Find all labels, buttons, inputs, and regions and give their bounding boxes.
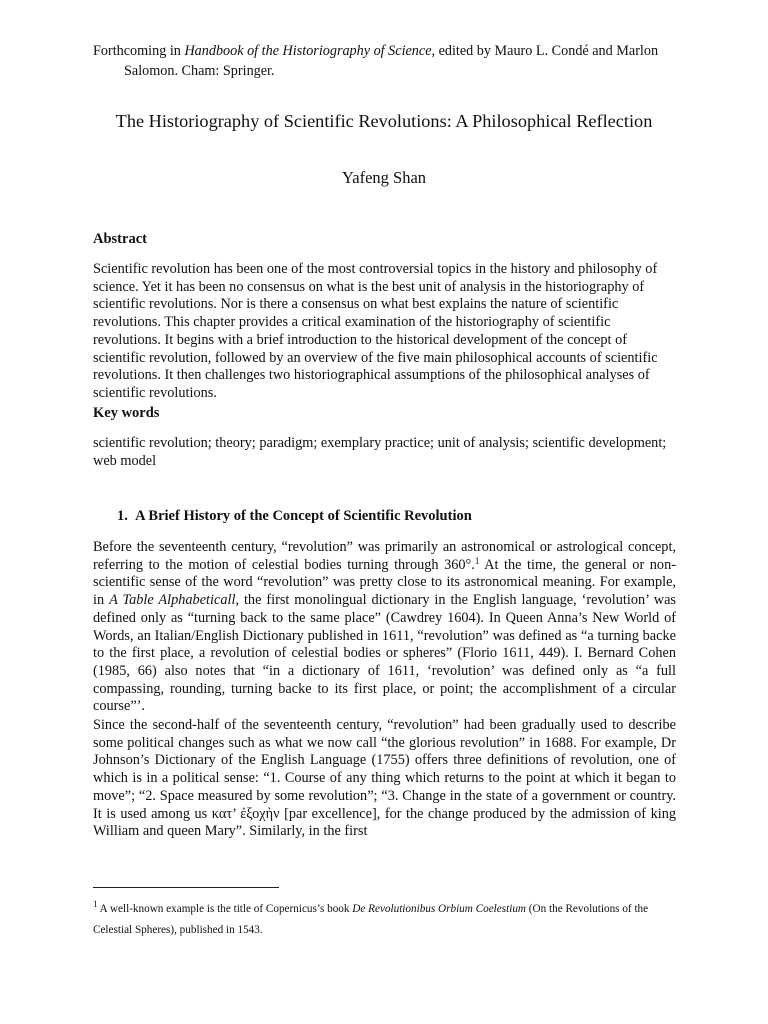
footnote-number: 1 [93, 899, 98, 909]
footnote-book-title: De Revolutionibus Orbium Coelestium [352, 903, 526, 915]
section-paragraph-2: Since the second-half of the seventeenth century, “revolution” had been gradually used to describe some political changes such as what we now call “the glorious revolution” in 1688. For example, Dr Johnson’s Dictionary of the English Language (1755) offers three definitions of revolution, one of which is in a political sense: “1. Course of any thing which returns to the point at which it began to move”; “2. Space measured by some revolution”; “3. Change in the state of a government or country. It is used among us κατ’ ἐξοχὴν [par excellence], for the change produced by the admission of king William and queen Mary”. Similarly, in the first [93, 717, 676, 840]
handbook-title: Handbook of the Historiography of Science [184, 43, 432, 59]
section-paragraph-1 [93, 539, 676, 716]
paragraph-1-part-b: At the time, the general or non-scientific sense of the word “revolution” was pretty close to its astronomical meaning. For example, in [93, 556, 676, 609]
keywords-text: scientific revolution; theory; paradigm; exemplary practice; unit of analysis; scientific development; web model [93, 435, 667, 469]
publication-note-prefix: Forthcoming in [93, 43, 185, 59]
footnote-divider [93, 887, 279, 888]
publication-note-suffix: , edited by Mauro L. Condé and Marlon Salomon. Cham: Springer. [124, 43, 659, 79]
keywords-heading: Key words [93, 405, 160, 421]
paragraph-1-part-a: Before the seventeenth century, “revolution” was primarily an astronomical or astrological concept, referring to the motion of celestial bodies turning through 360°. [93, 539, 676, 573]
publication-note [93, 42, 714, 81]
section-heading: 1. A Brief History of the Concept of Scientific Revolution [117, 508, 472, 524]
abstract-heading: Abstract [93, 231, 147, 247]
footnote-ref-1[interactable]: 1 [474, 555, 480, 566]
footnote-text-b: (On the Revolutions of the Celestial Spheres), published in 1543. [93, 903, 649, 936]
author-name: Yafeng Shan [341, 168, 427, 187]
paragraph-1-part-c: , the first monolingual dictionary in the English language, ‘revolution’ was defined only as “turning back to the same place” (Cawdrey 1604). In Queen Anna’s New World of Words, an Italian/English Dictionary published in 1611, “revolution” was defined as “a turning backe to the first place, a revolution of celestial bodies or spheres” (Florio 1611, 449). I. Bernard Cohen (1985, 66) also notes that “in a dictionary of 1611, ‘revolution’ was defined only as “a full compassing, rounding, turning backe to its first place, or point; the accomplishment of a circular course”’. [93, 592, 676, 715]
footnote [93, 899, 676, 941]
footnote-text-a: A well-known example is the title of Copernicus’s book [97, 903, 353, 915]
abstract-text: Scientific revolution has been one of the most controversial topics in the history and philosophy of science. Yet it has been no consensus on what is the best unit of analysis in the historiography of scientific revolutions. Nor is there a consensus on what best explains the nature of scientific revolutions. This chapter provides a critical examination of the historiography of scientific revolutions. It begins with a brief introduction to the historical development of the concept of scientific revolution, followed by an overview of the five main philosophical accounts of scientific revolutions. It then challenges two historiographical assumptions of the philosophical analyses of scientific revolutions. [93, 261, 658, 401]
cited-dictionary-title: A Table Alphabeticall [109, 592, 236, 609]
paper-title: The Historiography of Scientific Revolutions: A Philosophical Reflection [115, 111, 653, 131]
